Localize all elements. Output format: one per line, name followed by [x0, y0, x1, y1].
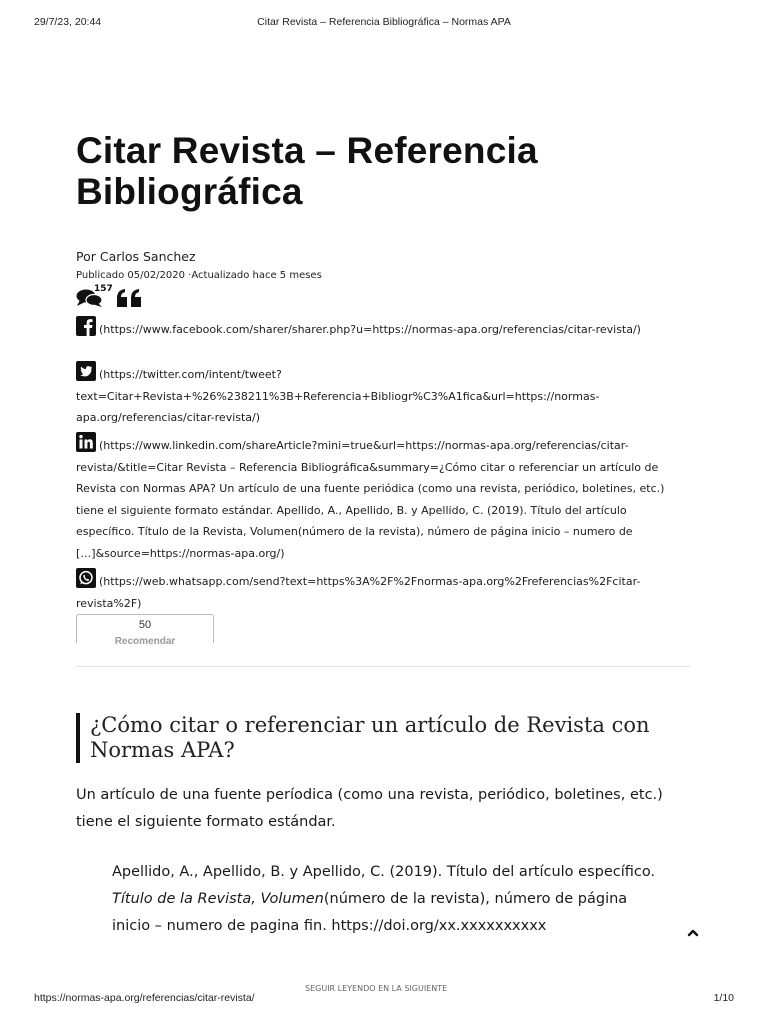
linkedin-share-url[interactable]: (https://www.linkedin.com/shareArticle?mini=true&url=https://normas-apa.org/referencias/citar-revista/&title=Citar Revista – Referencia Bibliográfica&summary=¿Cómo citar o referenciar un artículo de Revista con Normas APA? Un artículo de una fuente periódica (como una revista, periódico, boletines, etc.) tiene el siguiente formato estándar. Apellido, A., Apellido, B. y Apellido, C. (2019). Título del artículo específico. Título de la Revista, Volumen(número de la revista), número de página inicio – numero de […]&source=https://normas-apa.org/)	[76, 439, 665, 560]
whatsapp-share-url[interactable]: (https://web.whatsapp.com/send?text=https%3A%2F%2Fnormas-apa.org%2Freferencias%2Fcitar-revista%2F)	[76, 575, 641, 610]
chevron-up-icon	[684, 927, 702, 946]
reference-issue-pages-doi: (número de la revista), número de página inicio – numero de pagina fin. https://doi.org/xx.xxxxxxxxxx	[112, 891, 628, 934]
recommend-label: Recomendar	[114, 636, 176, 647]
page-number: 1/10	[713, 992, 734, 1004]
print-url: https://normas-apa.org/referencias/citar-revista/	[34, 992, 255, 1004]
reference-authors-title: Apellido, A., Apellido, B. y Apellido, C. (2019). Título del artículo específico.	[112, 864, 656, 880]
whatsapp-share-link[interactable]	[76, 568, 676, 614]
linkedin-icon	[76, 432, 96, 452]
cut-off-text: SEGUIR LEYENDO EN LA SIGUIENTE	[305, 984, 448, 993]
print-footer	[34, 992, 734, 1008]
twitter-share-link[interactable]	[76, 361, 676, 429]
print-header	[34, 16, 734, 32]
twitter-share-url-start[interactable]: (https://twitter.com/intent/tweet?	[99, 368, 282, 381]
print-date: 29/7/23, 20:44	[34, 16, 102, 28]
author-byline: Por Carlos Sanchez	[76, 249, 196, 264]
intro-paragraph: Un artículo de una fuente períodica (como una revista, periódico, boletines, etc.) tiene el siguiente formato estándar.	[76, 787, 663, 830]
facebook-share-link[interactable]	[76, 316, 676, 341]
scroll-to-top-button[interactable]	[684, 924, 702, 942]
reference-journal-volume: Título de la Revista, Volumen	[112, 891, 324, 907]
linkedin-share-link[interactable]	[76, 432, 676, 564]
article-title: Citar Revista – Referencia Bibliográfica	[76, 130, 538, 212]
recommend-count: 50	[138, 619, 152, 631]
twitter-share-url-rest[interactable]: text=Citar+Revista+%26%238211%3B+Referencia+Bibliogr%C3%A1fica&url=https://normas-apa.org/referencias/citar-revista/)	[76, 389, 600, 424]
comment-count: 157	[94, 284, 113, 294]
facebook-share-url[interactable]: (https://www.facebook.com/sharer/sharer.php?u=https://normas-apa.org/referencias/citar-revista/)	[99, 323, 641, 336]
section-heading: ¿Cómo citar o referenciar un artículo de Revista con Normas APA?	[76, 713, 690, 763]
quote-icon[interactable]	[116, 288, 144, 312]
print-document-title: Citar Revista – Referencia Bibliográfica – Normas APA	[257, 16, 511, 28]
publish-dates: Publicado 05/02/2020 ·Actualizado hace 5 meses	[76, 270, 322, 281]
content-divider	[76, 666, 690, 667]
whatsapp-icon	[76, 568, 96, 588]
reference-example	[112, 859, 657, 940]
facebook-icon	[76, 316, 96, 336]
twitter-icon	[76, 361, 96, 381]
recommend-button[interactable]	[76, 614, 214, 647]
